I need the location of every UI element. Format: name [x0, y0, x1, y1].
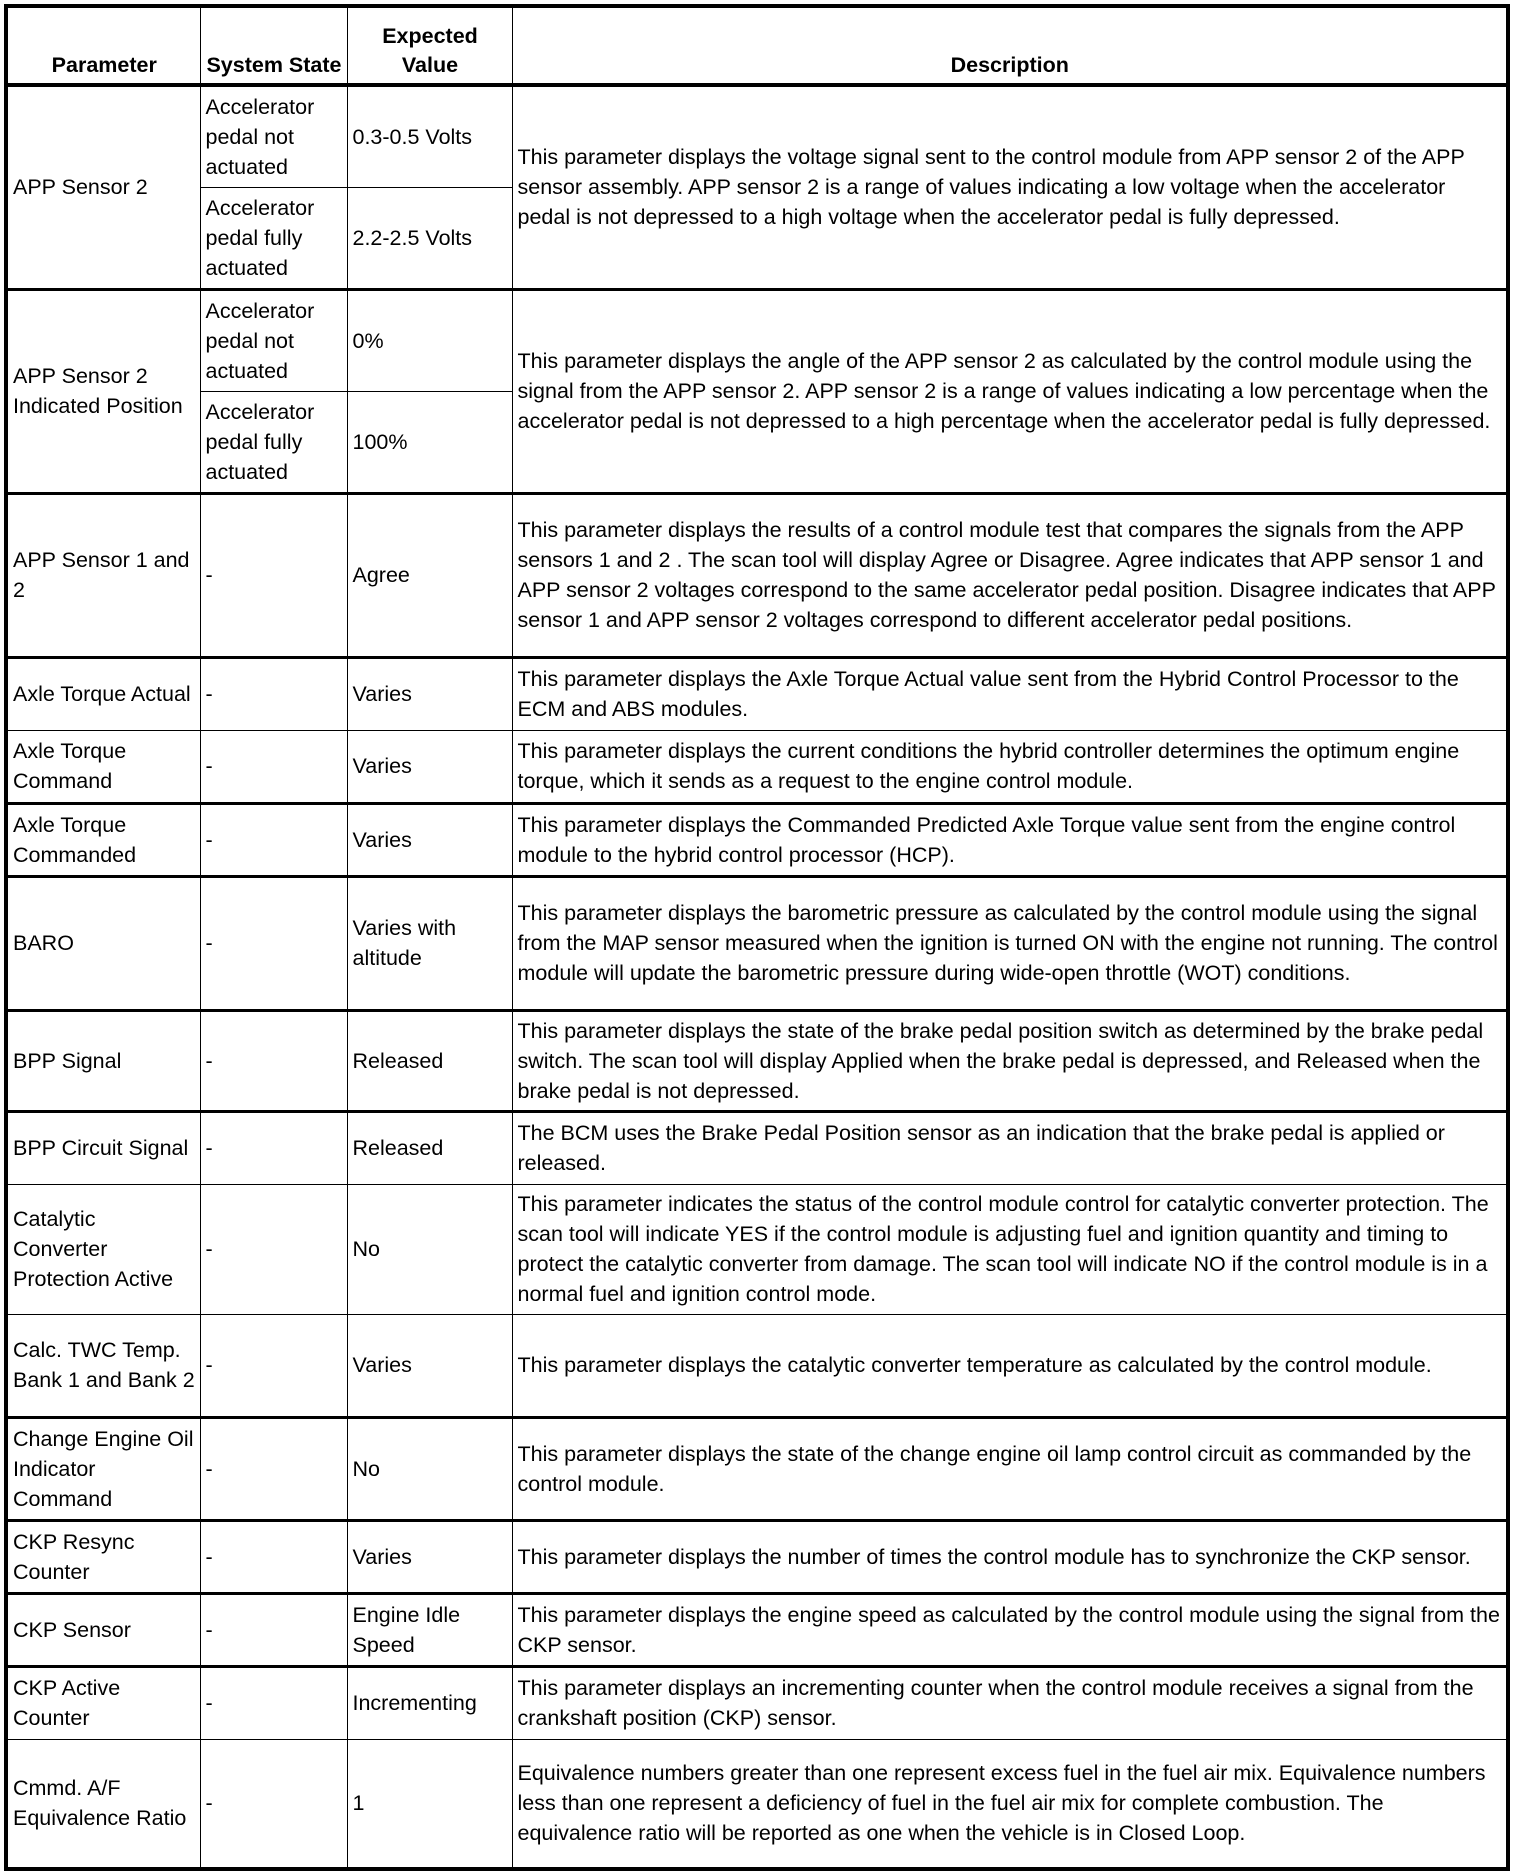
system-state-cell: - — [200, 1111, 347, 1184]
expected-value-cell: 100% — [347, 391, 512, 493]
parameter-cell: Catalytic Converter Protection Active — [6, 1184, 200, 1314]
system-state-cell: - — [200, 657, 347, 730]
table-row — [6, 493, 1508, 657]
header-system-state: System State — [200, 6, 347, 85]
expected-value-cell: Agree — [347, 493, 512, 657]
system-state-cell: - — [200, 1739, 347, 1869]
table-row — [6, 1739, 1508, 1869]
description-cell: The BCM uses the Brake Pedal Position sensor as an indication that the brake pedal is applied or released. — [512, 1111, 1508, 1184]
parameter-cell: APP Sensor 2 — [6, 85, 200, 289]
expected-value-cell: 2.2-2.5 Volts — [347, 187, 512, 289]
system-state-cell: - — [200, 1184, 347, 1314]
description-cell: This parameter displays an incrementing counter when the control module receives a signal from the crankshaft position (CKP) sensor. — [512, 1666, 1508, 1739]
table-row — [6, 1417, 1508, 1520]
table-row — [6, 1111, 1508, 1184]
system-state-cell: Accelerator pedal not actuated — [200, 85, 347, 187]
description-cell: This parameter displays the angle of the APP sensor 2 as calculated by the control module using the signal from the APP sensor 2. APP sensor 2 is a range of values indicating a low percentage when the accelerator pedal is not depressed to a high percentage when the accelerator pedal is fully depressed. — [512, 289, 1508, 493]
system-state-cell: - — [200, 876, 347, 1010]
parameter-cell: Axle Torque Actual — [6, 657, 200, 730]
description-cell: This parameter displays the results of a control module test that compares the signals from the APP sensors 1 and 2 . The scan tool will display Agree or Disagree. Agree indicates that APP sensor 1 and APP sensor 2 voltages correspond to the same accelerator pedal position. Disagree indicates that APP sensor 1 and APP sensor 2 voltages correspond to different accelerator pedal positions. — [512, 493, 1508, 657]
system-state-cell: Accelerator pedal not actuated — [200, 289, 347, 391]
table-row — [6, 1666, 1508, 1739]
parameter-cell: Axle Torque Command — [6, 730, 200, 803]
system-state-cell: Accelerator pedal fully actuated — [200, 187, 347, 289]
expected-value-cell: No — [347, 1184, 512, 1314]
expected-value-cell: 0.3-0.5 Volts — [347, 85, 512, 187]
description-cell: This parameter displays the state of the change engine oil lamp control circuit as commanded by the control module. — [512, 1417, 1508, 1520]
system-state-cell: Accelerator pedal fully actuated — [200, 391, 347, 493]
table-row — [6, 876, 1508, 1010]
expected-value-cell: 1 — [347, 1739, 512, 1869]
parameter-cell: Axle Torque Commanded — [6, 803, 200, 876]
parameter-table-container — [4, 4, 1510, 1871]
expected-value-cell: Varies — [347, 803, 512, 876]
header-expected-value: Expected Value — [347, 6, 512, 85]
expected-value-cell: Released — [347, 1010, 512, 1111]
table-row — [6, 1010, 1508, 1111]
parameter-cell: CKP Active Counter — [6, 1666, 200, 1739]
system-state-cell: - — [200, 493, 347, 657]
system-state-cell: - — [200, 1520, 347, 1593]
table-header-row — [6, 6, 1508, 85]
system-state-cell: - — [200, 1417, 347, 1520]
expected-value-cell: Incrementing — [347, 1666, 512, 1739]
description-cell: This parameter displays the state of the brake pedal position switch as determined by the brake pedal switch. The scan tool will display Applied when the brake pedal is depressed, and Released when the brake pedal is not depressed. — [512, 1010, 1508, 1111]
expected-value-cell: Varies — [347, 730, 512, 803]
parameter-cell: Cmmd. A/F Equivalence Ratio — [6, 1739, 200, 1869]
description-cell: This parameter indicates the status of the control module control for catalytic converter protection. The scan tool will indicate YES if the control module is adjusting fuel and ignition quantity and timing to protect the catalytic converter from damage. The scan tool will indicate NO if the control module is in a normal fuel and ignition control mode. — [512, 1184, 1508, 1314]
system-state-cell: - — [200, 1314, 347, 1417]
table-row — [6, 1593, 1508, 1666]
system-state-cell: - — [200, 1666, 347, 1739]
system-state-cell: - — [200, 803, 347, 876]
description-cell: This parameter displays the engine speed as calculated by the control module using the signal from the CKP sensor. — [512, 1593, 1508, 1666]
description-cell: This parameter displays the Axle Torque Actual value sent from the Hybrid Control Processor to the ECM and ABS modules. — [512, 657, 1508, 730]
parameter-cell: CKP Resync Counter — [6, 1520, 200, 1593]
header-description: Description — [512, 6, 1508, 85]
description-cell: This parameter displays the voltage signal sent to the control module from APP sensor 2 of the APP sensor assembly. APP sensor 2 is a range of values indicating a low voltage when the accelerator pedal is not depressed to a high voltage when the accelerator pedal is fully depressed. — [512, 85, 1508, 289]
expected-value-cell: Released — [347, 1111, 512, 1184]
parameter-table — [4, 4, 1510, 1871]
description-cell: This parameter displays the catalytic converter temperature as calculated by the control module. — [512, 1314, 1508, 1417]
header-parameter: Parameter — [6, 6, 200, 85]
table-row — [6, 289, 1508, 391]
table-row — [6, 1184, 1508, 1314]
parameter-cell: Change Engine Oil Indicator Command — [6, 1417, 200, 1520]
expected-value-cell: Varies — [347, 1314, 512, 1417]
parameter-cell: BPP Signal — [6, 1010, 200, 1111]
parameter-cell: CKP Sensor — [6, 1593, 200, 1666]
expected-value-cell: Varies with altitude — [347, 876, 512, 1010]
description-cell: This parameter displays the Commanded Predicted Axle Torque value sent from the engine control module to the hybrid control processor (HCP). — [512, 803, 1508, 876]
description-cell: This parameter displays the number of times the control module has to synchronize the CKP sensor. — [512, 1520, 1508, 1593]
system-state-cell: - — [200, 1593, 347, 1666]
expected-value-cell: Engine Idle Speed — [347, 1593, 512, 1666]
table-row — [6, 85, 1508, 187]
table-row — [6, 730, 1508, 803]
description-cell: This parameter displays the current conditions the hybrid controller determines the optimum engine torque, which it sends as a request to the engine control module. — [512, 730, 1508, 803]
system-state-cell: - — [200, 730, 347, 803]
table-row — [6, 657, 1508, 730]
expected-value-cell: No — [347, 1417, 512, 1520]
table-row — [6, 1520, 1508, 1593]
expected-value-cell: Varies — [347, 1520, 512, 1593]
expected-value-cell: Varies — [347, 657, 512, 730]
expected-value-cell: 0% — [347, 289, 512, 391]
parameter-cell: BPP Circuit Signal — [6, 1111, 200, 1184]
parameter-cell: APP Sensor 1 and 2 — [6, 493, 200, 657]
system-state-cell: - — [200, 1010, 347, 1111]
parameter-cell: Calc. TWC Temp. Bank 1 and Bank 2 — [6, 1314, 200, 1417]
parameter-cell: BARO — [6, 876, 200, 1010]
table-row — [6, 1314, 1508, 1417]
description-cell: This parameter displays the barometric pressure as calculated by the control module using the signal from the MAP sensor measured when the ignition is turned ON with the engine not running. The control module will update the barometric pressure during wide-open throttle (WOT) conditions. — [512, 876, 1508, 1010]
table-row — [6, 803, 1508, 876]
description-cell: Equivalence numbers greater than one represent excess fuel in the fuel air mix. Equivalence numbers less than one represent a deficiency of fuel in the fuel air mix for complete combustion. The equivalence ratio will be reported as one when the vehicle is in Closed Loop. — [512, 1739, 1508, 1869]
parameter-cell: APP Sensor 2 Indicated Position — [6, 289, 200, 493]
